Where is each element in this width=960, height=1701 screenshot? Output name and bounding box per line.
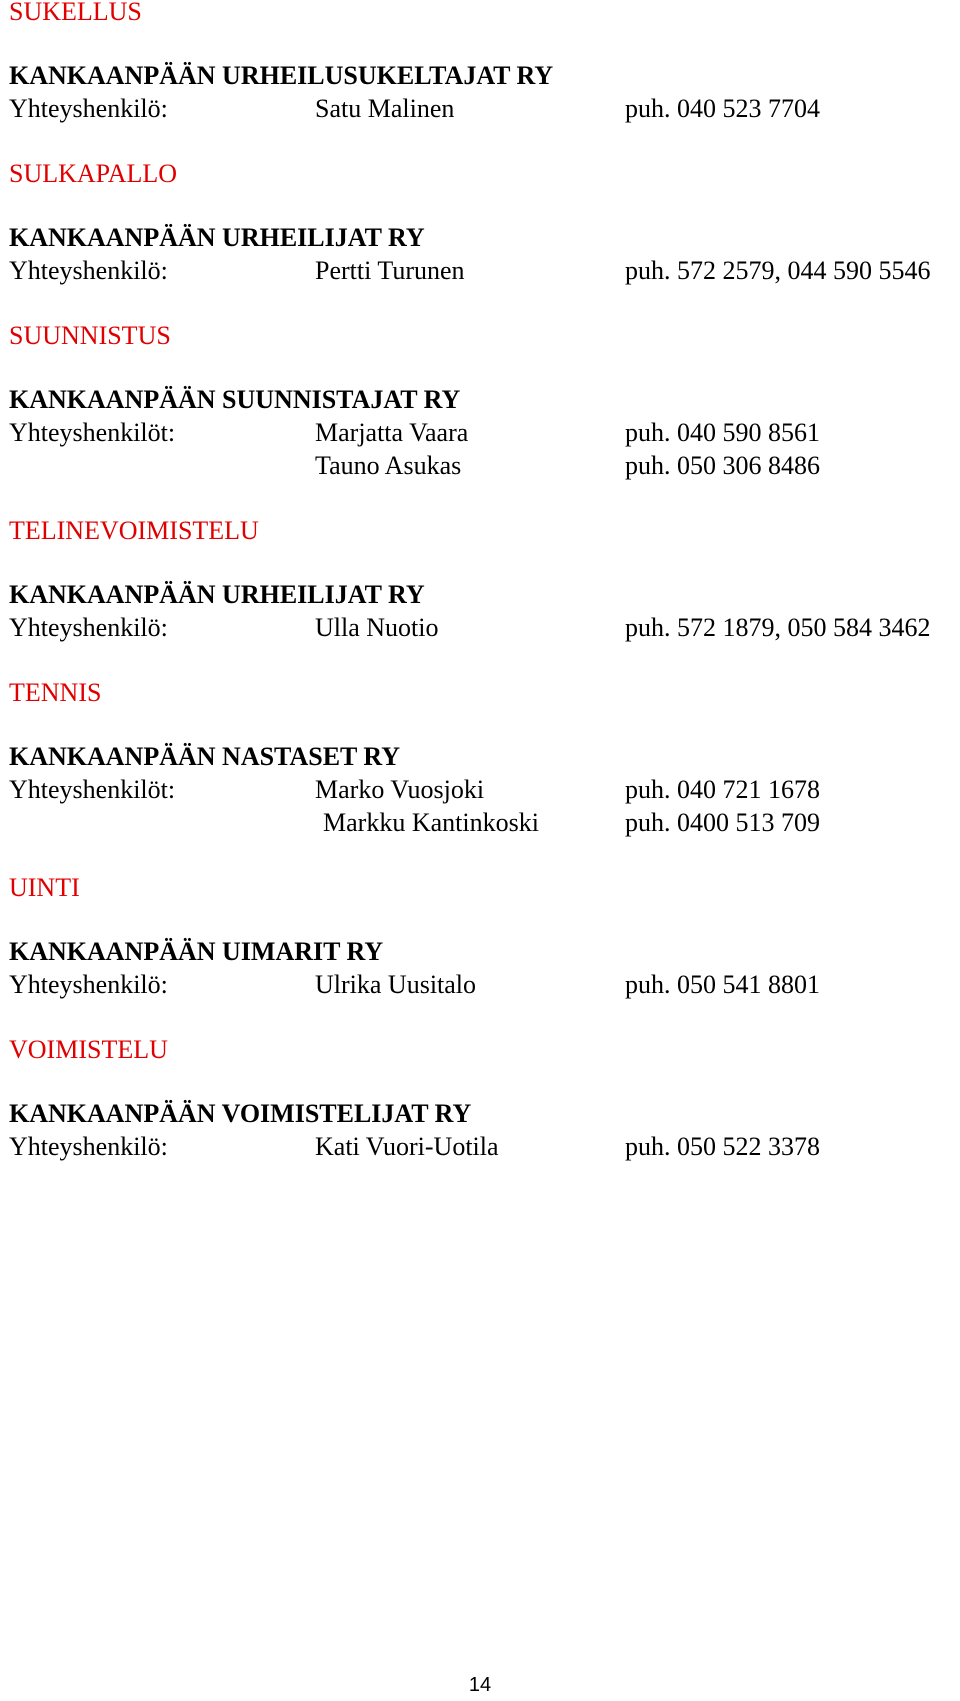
sport-title: UINTI	[9, 873, 80, 902]
sport-title: TELINEVOIMISTELU	[9, 516, 259, 545]
contact-name: Tauno Asukas	[315, 451, 462, 480]
sport-title: SUKELLUS	[9, 0, 142, 26]
club-name: KANKAANPÄÄN URHEILIJAT RY	[9, 223, 425, 252]
contact-phone: puh. 050 541 8801	[625, 970, 820, 999]
contact-name: Ulrika Uusitalo	[315, 970, 477, 999]
club-name: KANKAANPÄÄN VOIMISTELIJAT RY	[9, 1099, 472, 1128]
contact-name: Satu Malinen	[315, 94, 455, 123]
contact-row	[9, 773, 949, 806]
section-tennis	[9, 677, 949, 839]
contact-phone: puh. 572 2579, 044 590 5546	[625, 256, 931, 285]
contact-row	[9, 611, 949, 644]
contact-phone: puh. 040 590 8561	[625, 418, 820, 447]
contact-name: Marko Vuosjoki	[315, 775, 485, 804]
club-name: KANKAANPÄÄN URHEILUSUKELTAJAT RY	[9, 61, 554, 90]
contact-label: Yhteyshenkilö:	[9, 94, 168, 123]
contact-label: Yhteyshenkilö:	[9, 613, 168, 642]
page-number: 14	[468, 1674, 492, 1696]
contact-name: Markku Kantinkoski	[323, 808, 539, 837]
club-name: KANKAANPÄÄN SUUNNISTAJAT RY	[9, 385, 461, 414]
contact-row	[9, 968, 949, 1001]
contact-name: Ulla Nuotio	[315, 613, 439, 642]
contact-label: Yhteyshenkilö:	[9, 970, 168, 999]
section-sukellus	[9, 0, 949, 125]
contact-label: Yhteyshenkilö:	[9, 256, 168, 285]
sport-title: TENNIS	[9, 678, 102, 707]
contact-row	[9, 1130, 949, 1163]
contact-name: Marjatta Vaara	[315, 418, 469, 447]
contact-row	[9, 254, 949, 287]
contact-phone: puh. 0400 513 709	[625, 808, 820, 837]
sport-title: SUUNNISTUS	[9, 321, 171, 350]
contact-phone: puh. 572 1879, 050 584 3462	[625, 613, 931, 642]
contact-label: Yhteyshenkilöt:	[9, 775, 176, 804]
contact-name: Kati Vuori-Uotila	[315, 1132, 499, 1161]
contact-phone: puh. 050 522 3378	[625, 1132, 820, 1161]
contact-row	[9, 416, 949, 449]
club-name: KANKAANPÄÄN NASTASET RY	[9, 742, 401, 771]
contact-label: Yhteyshenkilö:	[9, 1132, 168, 1161]
club-name: KANKAANPÄÄN UIMARIT RY	[9, 937, 384, 966]
section-telinevoimistelu	[9, 515, 949, 644]
section-uinti	[9, 872, 949, 1001]
sport-title: VOIMISTELU	[9, 1035, 168, 1064]
contact-row	[9, 449, 949, 482]
contact-row	[9, 806, 949, 839]
contact-phone: puh. 040 721 1678	[625, 775, 820, 804]
contact-phone: puh. 040 523 7704	[625, 94, 820, 123]
sport-title: SULKAPALLO	[9, 159, 178, 188]
contact-row	[9, 92, 949, 125]
contact-phone: puh. 050 306 8486	[625, 451, 820, 480]
section-voimistelu	[9, 1034, 949, 1163]
contact-label: Yhteyshenkilöt:	[9, 418, 176, 447]
club-name: KANKAANPÄÄN URHEILIJAT RY	[9, 580, 425, 609]
directory-content	[9, 0, 949, 1196]
contact-name: Pertti Turunen	[315, 256, 465, 285]
section-sulkapallo	[9, 158, 949, 287]
section-suunnistus	[9, 320, 949, 482]
